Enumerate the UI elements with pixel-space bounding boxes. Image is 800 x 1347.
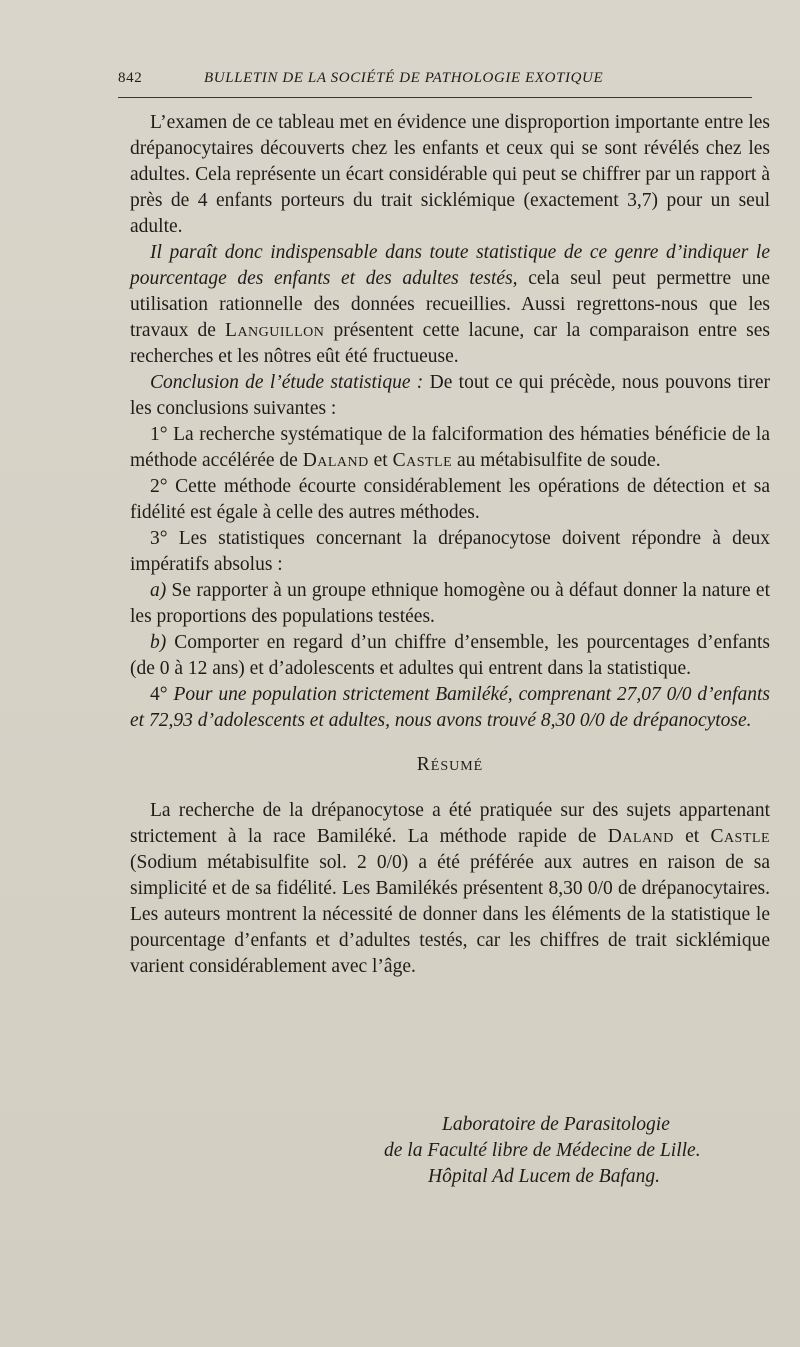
- conclusion-3b: [130, 630, 770, 682]
- resume-heading: Résumé: [416, 754, 484, 775]
- resume-author-daland: Daland: [607, 826, 674, 847]
- affiliation-line-1: Laboratoire de Parasitologie: [442, 1114, 670, 1135]
- author-castle: Castle: [392, 450, 453, 471]
- resume-text-a: La recherche de la drépanocytose a été pratiquée sur des sujets appartenant strictement à la race Bamiléké. La méthode rapide de: [130, 800, 770, 847]
- paragraph-3: [130, 370, 770, 422]
- resume-author-castle: Castle: [710, 826, 770, 847]
- conclusion-3b-text: Comporter en regard d’un chiffre d’ensemble, les pourcentages d’enfants (de 0 à 12 ans) et d’adolescents et adultes qui entrent dans la statistique.: [130, 632, 770, 679]
- conclusion-3: 3° Les statistiques concernant la drépanocytose doivent répondre à deux impératifs absolus :: [130, 528, 770, 575]
- conclusion-3a-text: Se rapporter à un groupe ethnique homogène ou à défaut donner la nature et les proportions des populations testées.: [130, 580, 770, 627]
- paragraph-2-italic: Il paraît donc indispensable dans toute statistique de ce genre d’indiquer le pourcentage des enfants et des adultes testés,: [130, 242, 770, 289]
- conclusion-4: [130, 682, 770, 734]
- affiliation-line-2: de la Faculté libre de Médecine de Lille.: [384, 1140, 701, 1161]
- paragraph-2: [130, 240, 770, 370]
- conclusion-4-num: 4°: [150, 684, 168, 705]
- conclusion-1-text-b: et: [368, 450, 393, 471]
- author-languillon: Languillon: [225, 320, 325, 341]
- conclusion-1: [130, 422, 770, 474]
- resume-text-b: et: [673, 826, 711, 847]
- conclusion-3a: [130, 578, 770, 630]
- resume-paragraph: [130, 798, 770, 980]
- running-head: [118, 70, 752, 94]
- author-daland: Daland: [302, 450, 369, 471]
- conclusion-3b-label: b): [150, 632, 167, 653]
- conclusion-label: Conclusion de l’étude statistique :: [150, 372, 424, 393]
- header-rule: [118, 97, 752, 98]
- journal-title: BULLETIN DE LA SOCIÉTÉ DE PATHOLOGIE EXOTIQUE: [204, 70, 604, 86]
- affiliation-line-3: Hôpital Ad Lucem de Bafang.: [428, 1166, 660, 1187]
- resume-text-c: (Sodium métabisulfite sol. 2 0/0) a été préférée aux autres en raison de sa simplicité et de sa fidélité. Les Bamilékés présentent 8,30 0/0 de drépanocytaires. Les auteurs montrent la nécessité de donner dans les éléments de la statistique le pourcentage d’enfants et d’adultes testés, car les chiffres de trait sicklémique varient considérablement avec l’âge.: [130, 852, 770, 977]
- conclusion-3a-label: a): [150, 580, 167, 601]
- paragraph-3-text: De tout ce qui précède, nous pouvons tirer les conclusions suivantes :: [130, 372, 770, 419]
- affiliation-block: [360, 1112, 760, 1190]
- article-body: [130, 110, 770, 980]
- page-number: 842: [118, 70, 143, 86]
- paragraph-2-text-b: présentent cette lacune, car la comparaison entre ses recherches et les nôtres eût été fructueuse.: [130, 320, 770, 367]
- conclusion-2: 2° Cette méthode écourte considérablement les opérations de détection et sa fidélité est égale à celle des autres méthodes.: [130, 476, 770, 523]
- conclusion-1-num: 1°: [150, 424, 168, 445]
- conclusion-1-text-c: au métabisulfite de soude.: [452, 450, 661, 471]
- conclusion-1-text-a: La recherche systématique de la falciformation des hématies bénéficie de la méthode accélérée de: [130, 424, 770, 471]
- paragraph-2-text-a: cela seul peut permettre une utilisation rationnelle des données recueillies. Aussi regrettons-nous que les travaux de: [130, 268, 770, 341]
- paragraph-1: L’examen de ce tableau met en évidence une disproportion importante entre les drépanocytaires découverts chez les enfants et ceux qui se sont révélés chez les adultes. Cela représente un écart considérable qui peut se chiffrer par un rapport à près de 4 enfants porteurs du trait sicklémique (exactement 3,7) pour un seul adulte.: [130, 112, 770, 237]
- conclusion-4-text: Pour une population strictement Bamiléké, comprenant 27,07 0/0 d’enfants et 72,93 d’adolescents et adultes, nous avons trouvé 8,30 0/0 de drépanocytose.: [130, 684, 770, 731]
